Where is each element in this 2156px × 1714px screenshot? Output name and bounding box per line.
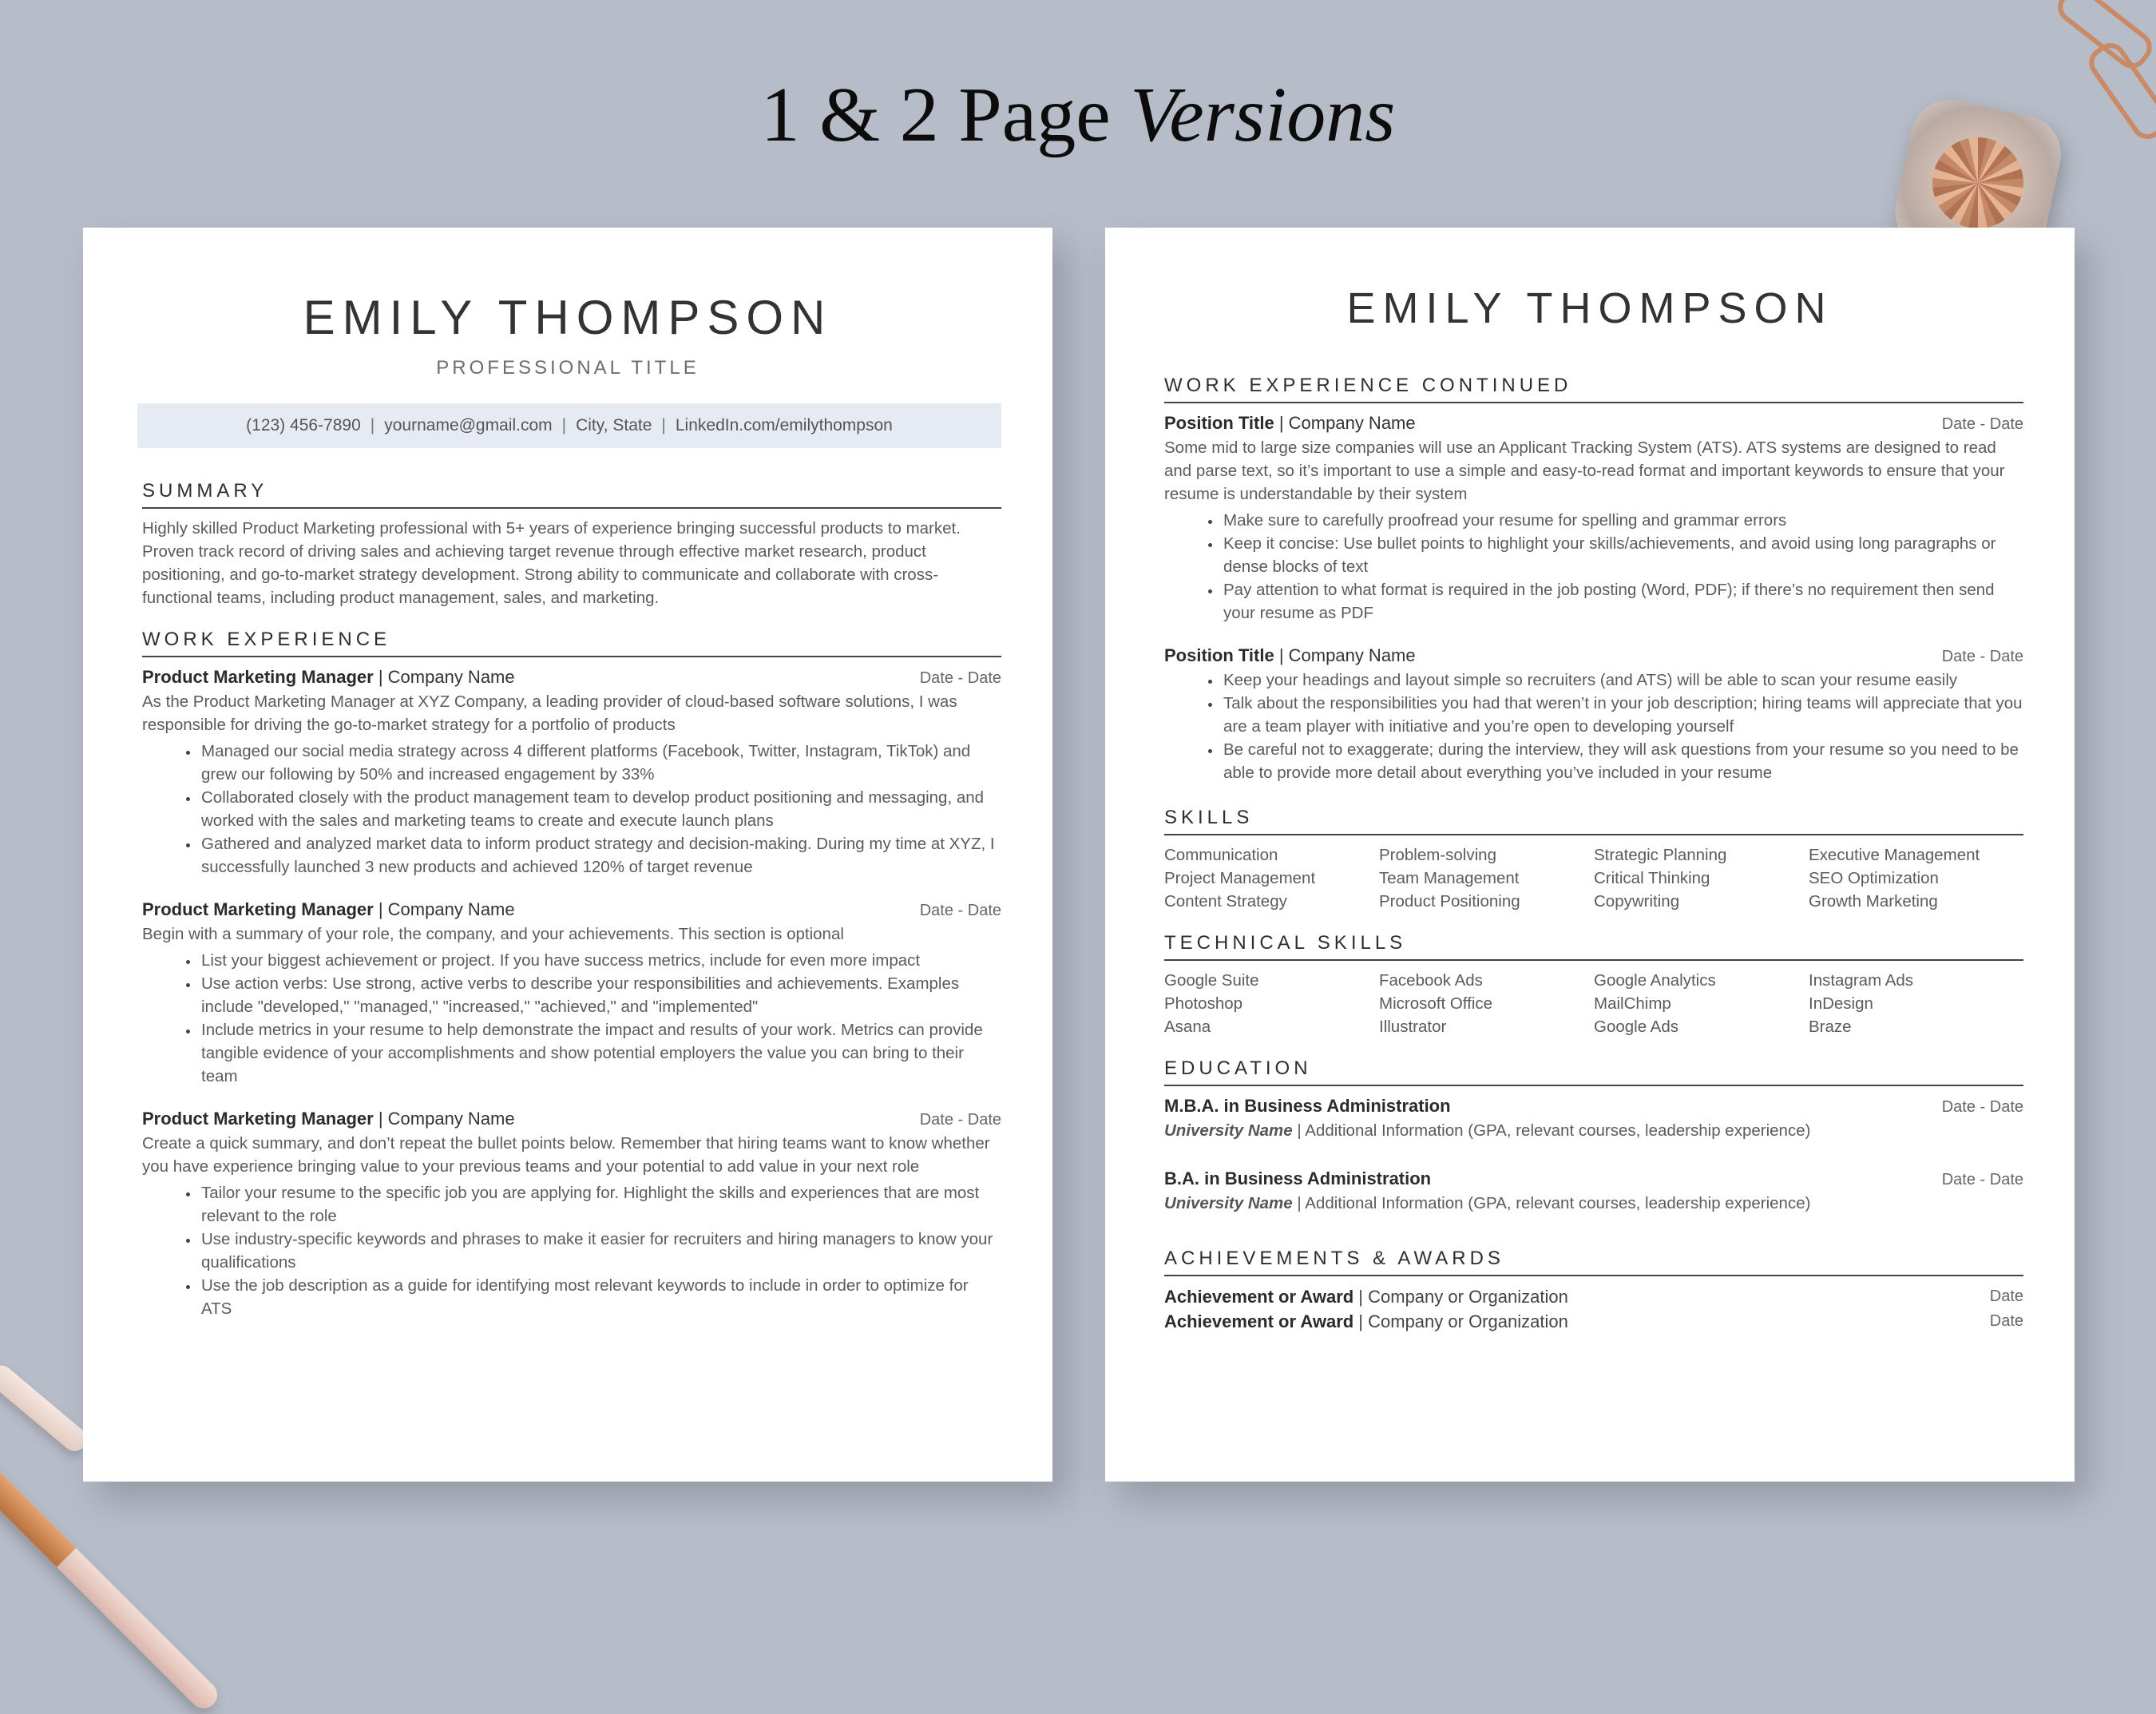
- job-entry: [142, 1107, 1001, 1320]
- job-bullet: • Be careful not to exaggerate; during the interview, they will ask questions from your resume so you need to be able to provide more detail about everything you’ve included in your resume: [1222, 738, 2023, 784]
- tech-skill-item: Google Analytics: [1594, 971, 1716, 990]
- education-detail: [1164, 1192, 2023, 1216]
- job-role: Position Title: [1164, 413, 1274, 433]
- university-name: University Name: [1164, 1194, 1293, 1212]
- tech-skill-item: MailChimp: [1594, 994, 1671, 1013]
- headline-italic: Versions: [1130, 72, 1396, 158]
- skill-item: Strategic Planning: [1594, 846, 1727, 864]
- job-bullet: • Keep it concise: Use bullet points to highlight your skills/achievements, and avoid using long paragraphs or dense blocks of text: [1222, 532, 2023, 578]
- job-bullet: • Talk about the responsibilities you had that weren’t in your job description; hiring teams will appreciate that you are a team player with initiative and you’re open to developing yourself: [1222, 692, 2023, 738]
- page1-content: [142, 480, 1001, 1320]
- job-description: Create a quick summary, and don’t repeat the bullet points below. Remember that hiring teams want to know whether you have experience bringing value to your previous teams and your potential to add value in your next role: [142, 1134, 990, 1176]
- tech-skill-item: Facebook Ads: [1379, 971, 1483, 990]
- skill-item: Product Positioning: [1379, 892, 1520, 911]
- section-heading-education: EDUCATION: [1164, 1057, 2023, 1086]
- tech-skill-item: Braze: [1809, 1018, 1852, 1036]
- summary-text: Highly skilled Product Marketing professional with 5+ years of experience bringing successful products to market. Proven track record of driving sales and achieving target revenue through effective market research, product positioning, and go-to-market strategy development. Strong ability to communicate and collaborate with cross-functional teams, including product management, sales, and marketing.: [142, 519, 961, 607]
- job-company: | Company Name: [373, 899, 515, 919]
- contact-phone: (123) 456-7890: [246, 416, 361, 434]
- mockup-headline: [0, 72, 2156, 158]
- skill-item: SEO Optimization: [1809, 869, 1939, 887]
- job-role: Position Title: [1164, 645, 1274, 665]
- tech-skill-item: Photoshop: [1164, 994, 1243, 1013]
- tech-skill-item: Illustrator: [1379, 1018, 1447, 1036]
- skill-item: Executive Management: [1809, 846, 1980, 864]
- resume-name: EMILY THOMPSON: [303, 291, 833, 344]
- skills-grid: [1164, 843, 2023, 913]
- contact-email: yourname@gmail.com: [384, 416, 553, 434]
- job-bullets: [142, 949, 1001, 1088]
- skill-item: Team Management: [1379, 869, 1520, 887]
- achievement-title: Achievement or Award: [1164, 1311, 1354, 1331]
- job-bullet: • Tailor your resume to the specific job you are applying for. Highlight the skills and experiences that are most relevant to the role: [200, 1181, 1001, 1228]
- job-date: Date - Date: [919, 1111, 1001, 1129]
- resume-name: EMILY THOMPSON: [1346, 284, 1833, 332]
- job-company: | Company Name: [373, 667, 515, 687]
- job-bullet: • Gathered and analyzed market data to inform product strategy and decision-making. During my time at XYZ, I successfully launched 3 new products and achieved 120% of target revenue: [200, 832, 1001, 879]
- job-company: | Company Name: [1274, 413, 1416, 433]
- job-role: Product Marketing Manager: [142, 899, 374, 919]
- job-bullet: • Pay attention to what format is required in the job posting (Word, PDF); if there’s no requirement then send your resume as PDF: [1222, 578, 2023, 625]
- achievement-org: | Company or Organization: [1353, 1287, 1568, 1307]
- professional-title: PROFESSIONAL TITLE: [436, 357, 700, 379]
- tech-skill-item: Microsoft Office: [1379, 994, 1493, 1013]
- job-bullets: [142, 1181, 1001, 1320]
- job-bullet: • Make sure to carefully proofread your resume for spelling and grammar errors: [1222, 509, 2023, 532]
- job-bullet: • Use the job description as a guide for identifying most relevant keywords to include in order to optimize for ATS: [200, 1274, 1001, 1320]
- job-bullet: • Include metrics in your resume to help demonstrate the impact and results of your work. Metrics can provide tangible evidence of your accomplishments and show potential employers the value you can bring to their team: [200, 1018, 1001, 1088]
- resume-page-1: [83, 228, 1052, 1482]
- skill-item: Growth Marketing: [1809, 892, 1938, 911]
- tech-skill-item: Instagram Ads: [1809, 971, 1914, 990]
- tech-skill-item: Asana: [1164, 1018, 1211, 1036]
- skill-item: Critical Thinking: [1594, 869, 1710, 887]
- job-description: Some mid to large size companies will use an Applicant Tracking System (ATS). ATS systems are designed to read and parse text, so it’s important to use a simple and easy-to-read format and important keywords to ensure that your resume is understandable by their system: [1164, 438, 2005, 503]
- education-header: [1164, 1167, 2023, 1192]
- job-company: | Company Name: [1274, 645, 1416, 665]
- tech-skill-item: Google Suite: [1164, 971, 1259, 990]
- contact-linkedin: LinkedIn.com/emilythompson: [675, 416, 893, 434]
- job-bullet: • Managed our social media strategy across 4 different platforms (Facebook, Twitter, Instagram, TikTok) and grew our following by 50% and increased engagement by 33%: [200, 740, 1001, 786]
- job-header: [142, 665, 1001, 690]
- job-bullets: [1164, 669, 2023, 784]
- job-entry: [142, 665, 1001, 879]
- section-heading-skills: SKILLS: [1164, 807, 2023, 835]
- job-bullet: • List your biggest achievement or project. If you have success metrics, include for even more impact: [200, 949, 1001, 972]
- section-heading-achievements: ACHIEVEMENTS & AWARDS: [1164, 1248, 2023, 1276]
- job-date: Date - Date: [919, 669, 1001, 687]
- job-bullets: [142, 740, 1001, 879]
- education-info: | Additional Information (GPA, relevant courses, leadership experience): [1292, 1194, 1811, 1212]
- university-name: University Name: [1164, 1121, 1293, 1140]
- education-date: Date - Date: [1941, 1098, 2023, 1116]
- job-entry: [1164, 644, 2023, 784]
- contact-location: City, State: [576, 416, 652, 434]
- achievement-date: Date: [1989, 1312, 2023, 1330]
- section-heading-technical-skills: TECHNICAL SKILLS: [1164, 932, 2023, 961]
- education-info: | Additional Information (GPA, relevant courses, leadership experience): [1292, 1121, 1811, 1140]
- section-heading-summary: SUMMARY: [142, 480, 1001, 509]
- job-entry: [142, 898, 1001, 1088]
- tech-skill-item: Google Ads: [1594, 1018, 1678, 1036]
- job-bullets: [1164, 509, 2023, 625]
- achievement-title: Achievement or Award: [1164, 1287, 1354, 1307]
- job-entry: [1164, 411, 2023, 625]
- resume-page-2: [1105, 228, 2075, 1482]
- contact-bar: [137, 403, 1001, 448]
- degree: B.A. in Business Administration: [1164, 1168, 1432, 1188]
- achievement-date: Date: [1989, 1287, 2023, 1305]
- job-header: [142, 1107, 1001, 1132]
- page2-content: [1164, 375, 2023, 1334]
- job-header: [1164, 411, 2023, 436]
- contact-separator: |: [661, 416, 666, 434]
- section-heading-work-continued: WORK EXPERIENCE CONTINUED: [1164, 375, 2023, 403]
- job-bullet: • Use action verbs: Use strong, active verbs to describe your responsibilities and achievements. Examples include "developed," "managed," "increased," "achieved," and "implemented": [200, 972, 1001, 1018]
- job-bullet: • Keep your headings and layout simple so recruiters (and ATS) will be able to scan your resume easily: [1222, 669, 2023, 692]
- achievement-row: [1164, 1309, 2023, 1334]
- achievement-org: | Company or Organization: [1353, 1311, 1568, 1331]
- education-detail: [1164, 1119, 2023, 1143]
- job-date: Date - Date: [919, 902, 1001, 919]
- section-heading-work: WORK EXPERIENCE: [142, 629, 1001, 657]
- job-date: Date - Date: [1941, 648, 2023, 665]
- technical-skills-grid: [1164, 969, 2023, 1038]
- job-bullet: • Collaborated closely with the product management team to develop product positioning and messaging, and worked with the sales and marketing teams to create and execute launch plans: [200, 786, 1001, 832]
- job-role: Product Marketing Manager: [142, 1109, 374, 1129]
- tech-skill-item: InDesign: [1809, 994, 1873, 1013]
- job-description: As the Product Marketing Manager at XYZ Company, a leading provider of cloud-based software solutions, I was responsible for driving the go-to-market strategy for a portfolio of products: [142, 692, 957, 734]
- education-entry: [1164, 1094, 2023, 1143]
- job-role: Product Marketing Manager: [142, 667, 374, 687]
- contact-separator: |: [561, 416, 567, 434]
- pen-image: [0, 1458, 223, 1714]
- education-header: [1164, 1094, 2023, 1119]
- education-date: Date - Date: [1941, 1171, 2023, 1188]
- job-header: [1164, 644, 2023, 669]
- skill-item: Project Management: [1164, 869, 1316, 887]
- skill-item: Communication: [1164, 846, 1278, 864]
- job-company: | Company Name: [373, 1109, 515, 1129]
- skill-item: Content Strategy: [1164, 892, 1287, 911]
- skill-item: Copywriting: [1594, 892, 1680, 911]
- job-header: [142, 898, 1001, 922]
- skill-item: Problem-solving: [1379, 846, 1496, 864]
- headline-prefix: 1 & 2 Page: [760, 72, 1131, 158]
- job-description: Begin with a summary of your role, the company, and your achievements. This section is optional: [142, 925, 844, 943]
- degree: M.B.A. in Business Administration: [1164, 1096, 1451, 1116]
- contact-separator: |: [370, 416, 375, 434]
- achievement-row: [1164, 1284, 2023, 1309]
- job-bullet: • Use industry-specific keywords and phrases to make it easier for recruiters and hiring managers to know your qualifications: [200, 1228, 1001, 1274]
- pen-cap-image: [0, 1361, 92, 1456]
- education-entry: [1164, 1167, 2023, 1216]
- job-date: Date - Date: [1941, 415, 2023, 433]
